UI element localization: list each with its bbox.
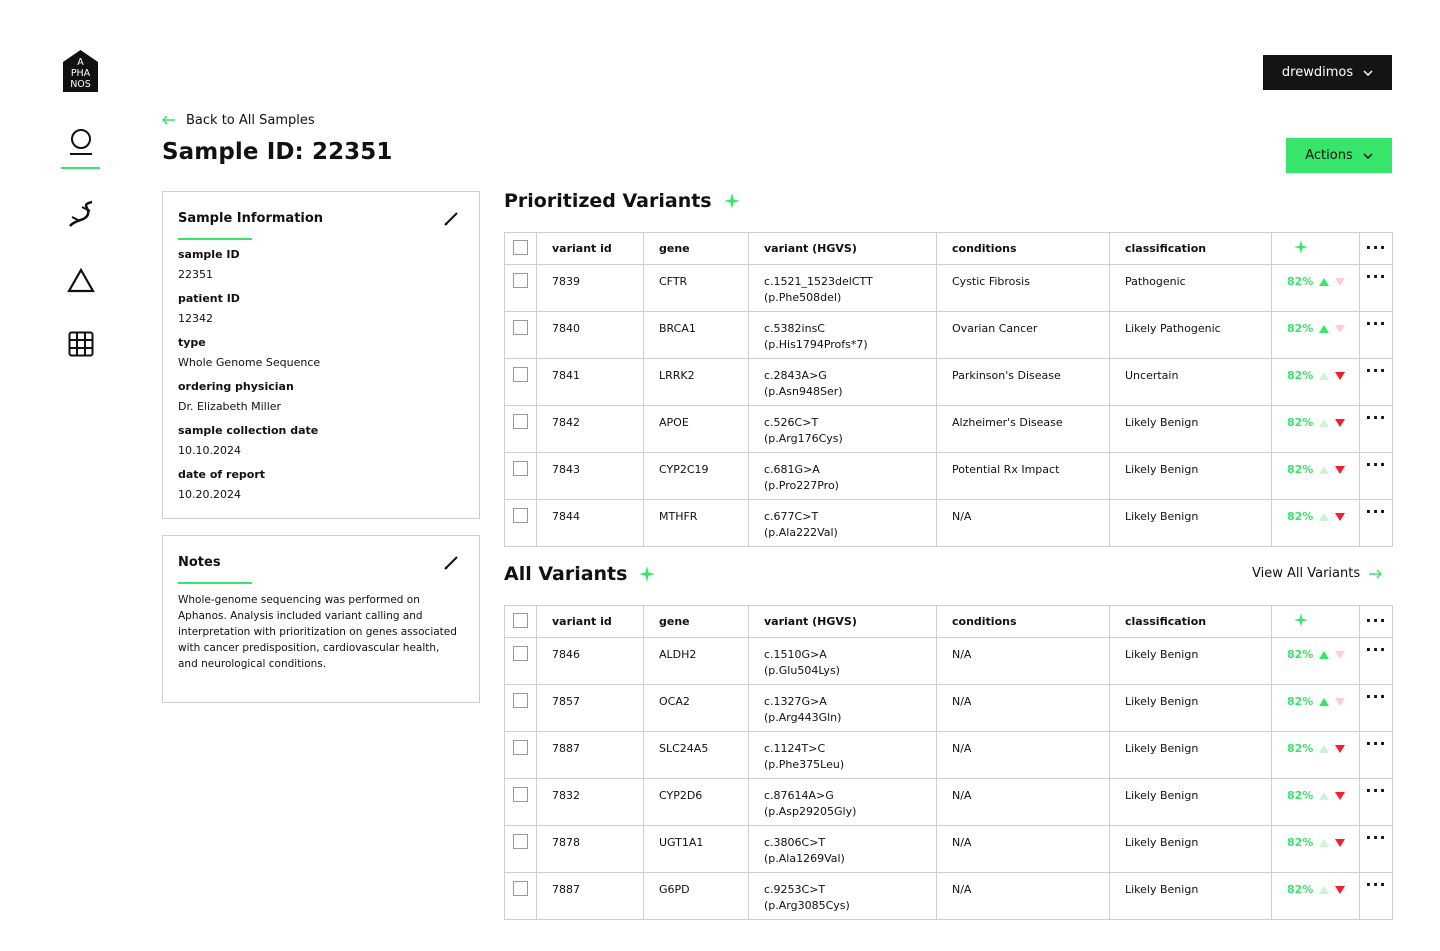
hgvs-p: (p.Phe508del) <box>764 291 842 304</box>
thumbs-down-arrow-icon[interactable] <box>1335 372 1345 380</box>
row-checkbox[interactable] <box>513 693 528 708</box>
gene-cell: LRRK2 <box>644 359 749 406</box>
column-header[interactable]: classification <box>1110 606 1272 638</box>
more-options-icon[interactable]: ··· <box>1365 610 1387 630</box>
variant-id-cell: 7846 <box>537 638 644 685</box>
table-row[interactable] <box>505 873 1393 920</box>
more-options-icon[interactable]: ··· <box>1365 314 1387 333</box>
thumbs-up-arrow-icon[interactable] <box>1319 651 1329 659</box>
row-checkbox[interactable] <box>513 646 528 661</box>
ai-score-header[interactable] <box>1272 233 1360 265</box>
row-checkbox[interactable] <box>513 461 528 476</box>
hgvs-p: (p.His1794Profs*7) <box>764 338 868 351</box>
gene-cell: OCA2 <box>644 685 749 732</box>
sidebar-item-samples[interactable] <box>66 128 96 158</box>
thumbs-down-arrow-icon[interactable] <box>1335 651 1345 659</box>
field-value: Whole Genome Sequence <box>178 356 321 369</box>
condition-cell: N/A <box>937 638 1110 685</box>
score-cell <box>1272 265 1360 312</box>
table-row[interactable] <box>505 638 1393 685</box>
view-all-variants-link[interactable] <box>1252 566 1382 581</box>
row-select-cell <box>505 359 537 406</box>
confidence-score: 82% <box>1287 463 1314 476</box>
gene-cell: ALDH2 <box>644 638 749 685</box>
arrow-left-icon <box>162 115 176 125</box>
page-title: Sample ID: 22351 <box>162 139 393 165</box>
more-options-icon[interactable]: ··· <box>1365 408 1387 427</box>
table-row[interactable] <box>505 312 1393 359</box>
hgvs-c: c.1510G>A <box>764 648 827 661</box>
classification-cell: Pathogenic <box>1110 265 1272 312</box>
sidebar-item-grid[interactable] <box>66 329 96 359</box>
score-cell <box>1272 873 1360 920</box>
more-options-icon[interactable]: ··· <box>1365 828 1387 847</box>
hgvs-c: c.3806C>T <box>764 836 826 849</box>
column-header[interactable]: conditions <box>937 606 1110 638</box>
column-header[interactable]: classification <box>1110 233 1272 265</box>
row-more-cell <box>1360 685 1393 732</box>
arrow-right-icon <box>1368 569 1382 579</box>
more-options-icon[interactable]: ··· <box>1365 640 1387 659</box>
classification-cell: Likely Benign <box>1110 826 1272 873</box>
row-select-cell <box>505 873 537 920</box>
row-more-cell <box>1360 312 1393 359</box>
edit-pencil-icon[interactable] <box>443 211 459 227</box>
condition-cell: N/A <box>937 826 1110 873</box>
select-all-cell <box>505 233 537 265</box>
confidence-score: 82% <box>1287 648 1314 661</box>
condition-cell: Potential Rx Impact <box>937 453 1110 500</box>
hgvs-cell <box>749 500 937 547</box>
variant-id-cell: 7887 <box>537 732 644 779</box>
score-cell <box>1272 779 1360 826</box>
hgvs-cell <box>749 359 937 406</box>
hgvs-cell <box>749 638 937 685</box>
thumbs-down-arrow-icon[interactable] <box>1335 745 1345 753</box>
hgvs-c: c.2843A>G <box>764 369 827 382</box>
classification-cell: Likely Benign <box>1110 500 1272 547</box>
row-more-cell <box>1360 500 1393 547</box>
gene-cell: CFTR <box>644 265 749 312</box>
row-more-cell <box>1360 826 1393 873</box>
hgvs-c: c.681G>A <box>764 463 820 476</box>
chevron-down-icon <box>1363 153 1373 159</box>
score-cell <box>1272 312 1360 359</box>
gene-cell: APOE <box>644 406 749 453</box>
variant-id-cell: 7857 <box>537 685 644 732</box>
hgvs-cell <box>749 732 937 779</box>
row-checkbox[interactable] <box>513 273 528 288</box>
thumbs-up-arrow-icon[interactable] <box>1319 372 1329 380</box>
table-header-row <box>505 606 1393 638</box>
row-select-cell <box>505 406 537 453</box>
condition-cell: Cystic Fibrosis <box>937 265 1110 312</box>
row-checkbox[interactable] <box>513 740 528 755</box>
variant-id-cell: 7844 <box>537 500 644 547</box>
column-header[interactable]: gene <box>644 233 749 265</box>
chevron-down-icon <box>1363 70 1373 76</box>
confidence-score: 82% <box>1287 275 1314 288</box>
field-label: sample ID <box>178 248 240 261</box>
confidence-score: 82% <box>1287 742 1314 755</box>
score-cell <box>1272 826 1360 873</box>
select-all-checkbox[interactable] <box>513 613 528 628</box>
column-header[interactable]: gene <box>644 606 749 638</box>
thumbs-up-arrow-icon[interactable] <box>1319 839 1329 847</box>
sparkle-icon <box>1294 240 1308 254</box>
hgvs-c: c.87614A>G <box>764 789 834 802</box>
confidence-score: 82% <box>1287 883 1314 896</box>
hgvs-cell <box>749 453 937 500</box>
gene-cell: CYP2C19 <box>644 453 749 500</box>
variant-id-cell: 7843 <box>537 453 644 500</box>
variant-id-cell: 7887 <box>537 873 644 920</box>
more-options-icon[interactable]: ··· <box>1365 875 1387 894</box>
sidebar-item-genes[interactable] <box>66 199 96 229</box>
back-to-samples-link[interactable] <box>162 111 315 129</box>
gene-cell: UGT1A1 <box>644 826 749 873</box>
variant-id-cell: 7878 <box>537 826 644 873</box>
thumbs-down-arrow-icon[interactable] <box>1335 513 1345 521</box>
back-link-label: Back to All Samples <box>186 112 315 128</box>
hgvs-c: c.526C>T <box>764 416 819 429</box>
column-header[interactable]: variant (HGVS) <box>749 606 937 638</box>
condition-cell: Ovarian Cancer <box>937 312 1110 359</box>
sparkle-icon <box>724 193 740 209</box>
row-more-cell <box>1360 638 1393 685</box>
condition-cell: N/A <box>937 873 1110 920</box>
hgvs-p: (p.Arg3085Cys) <box>764 899 850 912</box>
more-options-icon[interactable]: ··· <box>1365 781 1387 800</box>
more-options-icon[interactable]: ··· <box>1365 734 1387 753</box>
row-select-cell <box>505 826 537 873</box>
score-cell <box>1272 406 1360 453</box>
thumbs-down-arrow-icon[interactable] <box>1335 839 1345 847</box>
variant-id-cell: 7840 <box>537 312 644 359</box>
gene-cell: CYP2D6 <box>644 779 749 826</box>
more-options-icon[interactable]: ··· <box>1365 687 1387 706</box>
row-select-cell <box>505 779 537 826</box>
sparkle-icon <box>1294 613 1308 627</box>
column-header[interactable]: variant id <box>537 606 644 638</box>
condition-cell: N/A <box>937 685 1110 732</box>
table-row[interactable] <box>505 779 1393 826</box>
variant-id-cell: 7841 <box>537 359 644 406</box>
row-more-cell <box>1360 406 1393 453</box>
hgvs-p: (p.Glu504Lys) <box>764 664 840 677</box>
classification-cell: Likely Benign <box>1110 732 1272 779</box>
grid-icon <box>67 330 95 358</box>
sidebar-item-alerts[interactable] <box>66 265 96 295</box>
row-select-cell <box>505 312 537 359</box>
hgvs-p: (p.Asp29205Gly) <box>764 805 857 818</box>
table-row[interactable] <box>505 826 1393 873</box>
table-row[interactable] <box>505 500 1393 547</box>
user-name: drewdimos <box>1281 65 1354 80</box>
user-menu-button[interactable] <box>1263 55 1392 90</box>
sample-info-card <box>162 191 480 519</box>
row-checkbox[interactable] <box>513 508 528 523</box>
title-underline <box>178 582 252 584</box>
hgvs-p: (p.Arg176Cys) <box>764 432 843 445</box>
prioritized-variants-table <box>504 232 1393 547</box>
classification-cell: Likely Benign <box>1110 873 1272 920</box>
variant-id-cell: 7839 <box>537 265 644 312</box>
ai-score-header[interactable] <box>1272 606 1360 638</box>
hgvs-c: c.1124T>C <box>764 742 826 755</box>
classification-cell: Likely Pathogenic <box>1110 312 1272 359</box>
gene-cell: SLC24A5 <box>644 732 749 779</box>
row-checkbox[interactable] <box>513 787 528 802</box>
field-value: 10.10.2024 <box>178 444 241 457</box>
row-more-cell <box>1360 265 1393 312</box>
hgvs-cell <box>749 406 937 453</box>
hgvs-c: c.677C>T <box>764 510 819 523</box>
table-header-row <box>505 233 1393 265</box>
all-variants-table <box>504 605 1393 920</box>
table-row[interactable] <box>505 685 1393 732</box>
classification-cell: Likely Benign <box>1110 406 1272 453</box>
thumbs-down-arrow-icon[interactable] <box>1335 278 1345 286</box>
table-row[interactable] <box>505 406 1393 453</box>
header-more-cell <box>1360 233 1393 265</box>
thumbs-down-arrow-icon[interactable] <box>1335 419 1345 427</box>
classification-cell: Likely Benign <box>1110 685 1272 732</box>
select-all-cell <box>505 606 537 638</box>
notes-title: Notes <box>178 555 221 570</box>
row-checkbox[interactable] <box>513 367 528 382</box>
triangle-icon <box>67 267 95 293</box>
notes-text: Whole-genome sequencing was performed on Aphanos. Analysis included variant calling and interpretation with prioritization on genes associated with cancer predisposition, cardiovascular health, and neurological conditions. <box>178 594 457 670</box>
thumbs-down-arrow-icon[interactable] <box>1335 325 1345 333</box>
thumbs-down-arrow-icon[interactable] <box>1335 792 1345 800</box>
table-row[interactable] <box>505 265 1393 312</box>
hgvs-cell <box>749 265 937 312</box>
person-icon <box>68 128 94 158</box>
svg-text:PHA: PHA <box>70 68 91 79</box>
field-value: 10.20.2024 <box>178 488 241 501</box>
gene-cell: MTHFR <box>644 500 749 547</box>
thumbs-up-arrow-icon[interactable] <box>1319 419 1329 427</box>
row-more-cell <box>1360 359 1393 406</box>
hgvs-p: (p.Arg443Gln) <box>764 711 842 724</box>
all-variants-title <box>504 563 655 585</box>
edit-pencil-icon[interactable] <box>443 555 459 571</box>
thumbs-down-arrow-icon[interactable] <box>1335 466 1345 474</box>
row-select-cell <box>505 685 537 732</box>
thumbs-up-arrow-icon[interactable] <box>1319 886 1329 894</box>
gene-cell: G6PD <box>644 873 749 920</box>
hgvs-p: (p.Asn948Ser) <box>764 385 843 398</box>
hgvs-c: c.9253C>T <box>764 883 826 896</box>
title-underline <box>178 238 252 240</box>
table-row[interactable] <box>505 453 1393 500</box>
hgvs-cell <box>749 873 937 920</box>
classification-cell: Likely Benign <box>1110 779 1272 826</box>
thumbs-up-arrow-icon[interactable] <box>1319 745 1329 753</box>
score-cell <box>1272 500 1360 547</box>
hgvs-cell <box>749 685 937 732</box>
row-more-cell <box>1360 779 1393 826</box>
more-options-icon[interactable]: ··· <box>1365 267 1387 286</box>
hgvs-cell <box>749 826 937 873</box>
variant-id-cell: 7832 <box>537 779 644 826</box>
thumbs-up-arrow-icon[interactable] <box>1319 278 1329 286</box>
column-header[interactable]: variant id <box>537 233 644 265</box>
svg-text:A: A <box>77 57 84 68</box>
score-cell <box>1272 359 1360 406</box>
condition-cell: N/A <box>937 500 1110 547</box>
sparkle-icon <box>639 566 655 582</box>
classification-cell: Uncertain <box>1110 359 1272 406</box>
hgvs-c: c.1521_1523delCTT <box>764 275 873 288</box>
select-all-checkbox[interactable] <box>513 240 528 255</box>
hgvs-p: (p.Ala222Val) <box>764 526 838 539</box>
field-label: sample collection date <box>178 424 319 437</box>
thumbs-up-arrow-icon[interactable] <box>1319 325 1329 333</box>
sample-info-title: Sample Information <box>178 211 324 226</box>
row-select-cell <box>505 453 537 500</box>
thumbs-up-arrow-icon[interactable] <box>1319 698 1329 706</box>
thumbs-up-arrow-icon[interactable] <box>1319 466 1329 474</box>
hgvs-cell <box>749 312 937 359</box>
more-options-icon[interactable]: ··· <box>1365 502 1387 521</box>
dna-icon <box>66 199 96 229</box>
condition-cell: N/A <box>937 779 1110 826</box>
row-checkbox[interactable] <box>513 881 528 896</box>
svg-text:NOS: NOS <box>70 79 91 90</box>
row-select-cell <box>505 500 537 547</box>
gene-cell: BRCA1 <box>644 312 749 359</box>
condition-cell: Alzheimer's Disease <box>937 406 1110 453</box>
section-title-text: Prioritized Variants <box>504 190 712 212</box>
condition-cell: N/A <box>937 732 1110 779</box>
row-more-cell <box>1360 453 1393 500</box>
thumbs-up-arrow-icon[interactable] <box>1319 792 1329 800</box>
column-header[interactable]: conditions <box>937 233 1110 265</box>
row-select-cell <box>505 638 537 685</box>
more-options-icon[interactable]: ··· <box>1365 455 1387 474</box>
thumbs-down-arrow-icon[interactable] <box>1335 698 1345 706</box>
score-cell <box>1272 732 1360 779</box>
field-label: ordering physician <box>178 380 294 393</box>
row-more-cell <box>1360 732 1393 779</box>
thumbs-up-arrow-icon[interactable] <box>1319 513 1329 521</box>
hgvs-p: (p.Phe375Leu) <box>764 758 845 771</box>
row-checkbox[interactable] <box>513 414 528 429</box>
hgvs-p: (p.Ala1269Val) <box>764 852 845 865</box>
confidence-score: 82% <box>1287 369 1314 382</box>
row-select-cell <box>505 265 537 312</box>
field-label: patient ID <box>178 292 240 305</box>
actions-button[interactable] <box>1286 138 1392 173</box>
confidence-score: 82% <box>1287 510 1314 523</box>
sidebar-active-indicator <box>61 167 100 169</box>
field-value: Dr. Elizabeth Miller <box>178 400 282 413</box>
field-label: date of report <box>178 468 266 481</box>
hgvs-c: c.1327G>A <box>764 695 827 708</box>
row-checkbox[interactable] <box>513 320 528 335</box>
hgvs-c: c.5382insC <box>764 322 825 335</box>
variant-id-cell: 7842 <box>537 406 644 453</box>
more-options-icon[interactable]: ··· <box>1365 361 1387 380</box>
classification-cell: Likely Benign <box>1110 453 1272 500</box>
confidence-score: 82% <box>1287 322 1314 335</box>
confidence-score: 82% <box>1287 695 1314 708</box>
field-value: 22351 <box>178 268 213 281</box>
prioritized-variants-title <box>504 190 740 212</box>
view-all-label: View All Variants <box>1252 566 1361 581</box>
notes-card <box>162 535 480 703</box>
confidence-score: 82% <box>1287 789 1314 802</box>
row-more-cell <box>1360 873 1393 920</box>
thumbs-down-arrow-icon[interactable] <box>1335 886 1345 894</box>
field-value: 12342 <box>178 312 213 325</box>
table-row[interactable] <box>505 359 1393 406</box>
more-options-icon[interactable]: ··· <box>1365 237 1387 257</box>
table-row[interactable] <box>505 732 1393 779</box>
field-label: type <box>178 336 206 349</box>
condition-cell: Parkinson's Disease <box>937 359 1110 406</box>
row-checkbox[interactable] <box>513 834 528 849</box>
confidence-score: 82% <box>1287 836 1314 849</box>
header-more-cell <box>1360 606 1393 638</box>
actions-label: Actions <box>1305 148 1353 163</box>
section-title-text: All Variants <box>504 563 628 585</box>
column-header[interactable]: variant (HGVS) <box>749 233 937 265</box>
aphanos-logo <box>63 50 98 92</box>
score-cell <box>1272 638 1360 685</box>
classification-cell: Likely Benign <box>1110 638 1272 685</box>
score-cell <box>1272 685 1360 732</box>
hgvs-cell <box>749 779 937 826</box>
confidence-score: 82% <box>1287 416 1314 429</box>
hgvs-p: (p.Pro227Pro) <box>764 479 839 492</box>
row-select-cell <box>505 732 537 779</box>
score-cell <box>1272 453 1360 500</box>
